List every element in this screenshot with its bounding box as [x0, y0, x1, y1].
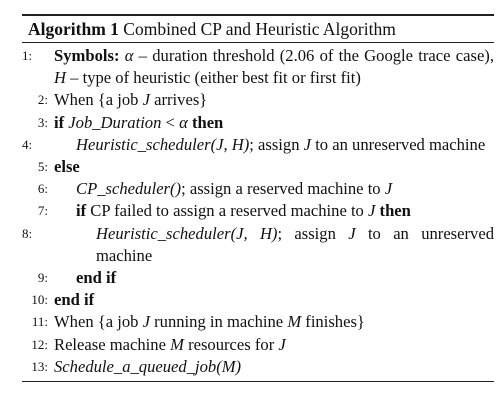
line-number: 6:: [37, 181, 48, 197]
line-text: CP failed to assign a reserved machine to J: [90, 201, 376, 221]
keyword: end if: [54, 290, 95, 310]
keyword: then: [191, 112, 224, 132]
function-call: Heuristic_scheduler(J, H): [96, 223, 278, 243]
algorithm-line-1: [22, 45, 494, 89]
algorithm-line-2: [22, 89, 494, 111]
line-number: 7:: [37, 203, 48, 219]
line-text: When {a job J arrives}: [54, 90, 208, 110]
keyword: if: [54, 112, 65, 132]
line-number: 2:: [37, 92, 48, 108]
function-call: Schedule_a_queued_job(M): [54, 356, 242, 376]
keyword: Symbols:: [54, 46, 120, 65]
line-number: 3:: [37, 114, 48, 130]
line-number: 8:: [22, 225, 33, 241]
algorithm-line-3: [22, 112, 494, 134]
line-number: 13:: [31, 358, 48, 374]
line-number: 4:: [22, 136, 33, 152]
algorithm-line-12: [22, 334, 494, 356]
line-number: 11:: [31, 314, 48, 330]
algorithm-caption: [22, 16, 494, 42]
algorithm-body: [22, 43, 494, 381]
condition-expression: Job_Duration < α: [68, 112, 188, 132]
function-call: Heuristic_scheduler(J, H): [76, 134, 250, 154]
line-number: 10:: [31, 292, 48, 308]
algorithm-line-7: [22, 200, 494, 222]
algorithm-block: [22, 14, 494, 382]
keyword: then: [379, 201, 411, 221]
line-text: α – duration threshold (2.06 of the Google trace case), H – type of heuristic (either best fit or first fit): [54, 46, 494, 88]
line-number: 1:: [22, 48, 33, 63]
line-text: When {a job J running in machine M finishes}: [54, 312, 365, 332]
algorithm-line-5: [22, 156, 494, 178]
line-number: 12:: [31, 336, 48, 352]
algorithm-line-11: [22, 311, 494, 333]
function-call: CP_scheduler(): [76, 179, 182, 199]
algorithm-title: Combined CP and Heuristic Algorithm: [123, 19, 396, 39]
line-number: 9:: [37, 270, 48, 286]
line-text: assign J to an unreserved machine: [258, 134, 486, 154]
line-number: 5:: [37, 159, 48, 175]
line-text: assign J to an unreserved machine: [96, 223, 494, 265]
algorithm-line-8: 8: Heuristic_scheduler(J, H); assign J to an unreserved machine: [22, 223, 494, 265]
algorithm-line-9: [22, 267, 494, 289]
keyword: end if: [76, 268, 117, 288]
keyword: else: [54, 157, 80, 177]
algorithm-line-13: [22, 356, 494, 378]
algorithm-line-6: 6: CP_scheduler(); assign a reserved machine to J: [22, 178, 494, 200]
keyword: if: [76, 201, 87, 221]
line-text: Release machine M resources for J: [54, 334, 286, 354]
line-text: assign a reserved machine to J: [189, 179, 393, 199]
algorithm-label: Algorithm 1: [28, 19, 119, 39]
bottom-rule: [22, 381, 494, 382]
algorithm-line-10: [22, 289, 494, 311]
algorithm-line-4: 4: Heuristic_scheduler(J, H); assign J to an unreserved machine: [22, 134, 494, 156]
